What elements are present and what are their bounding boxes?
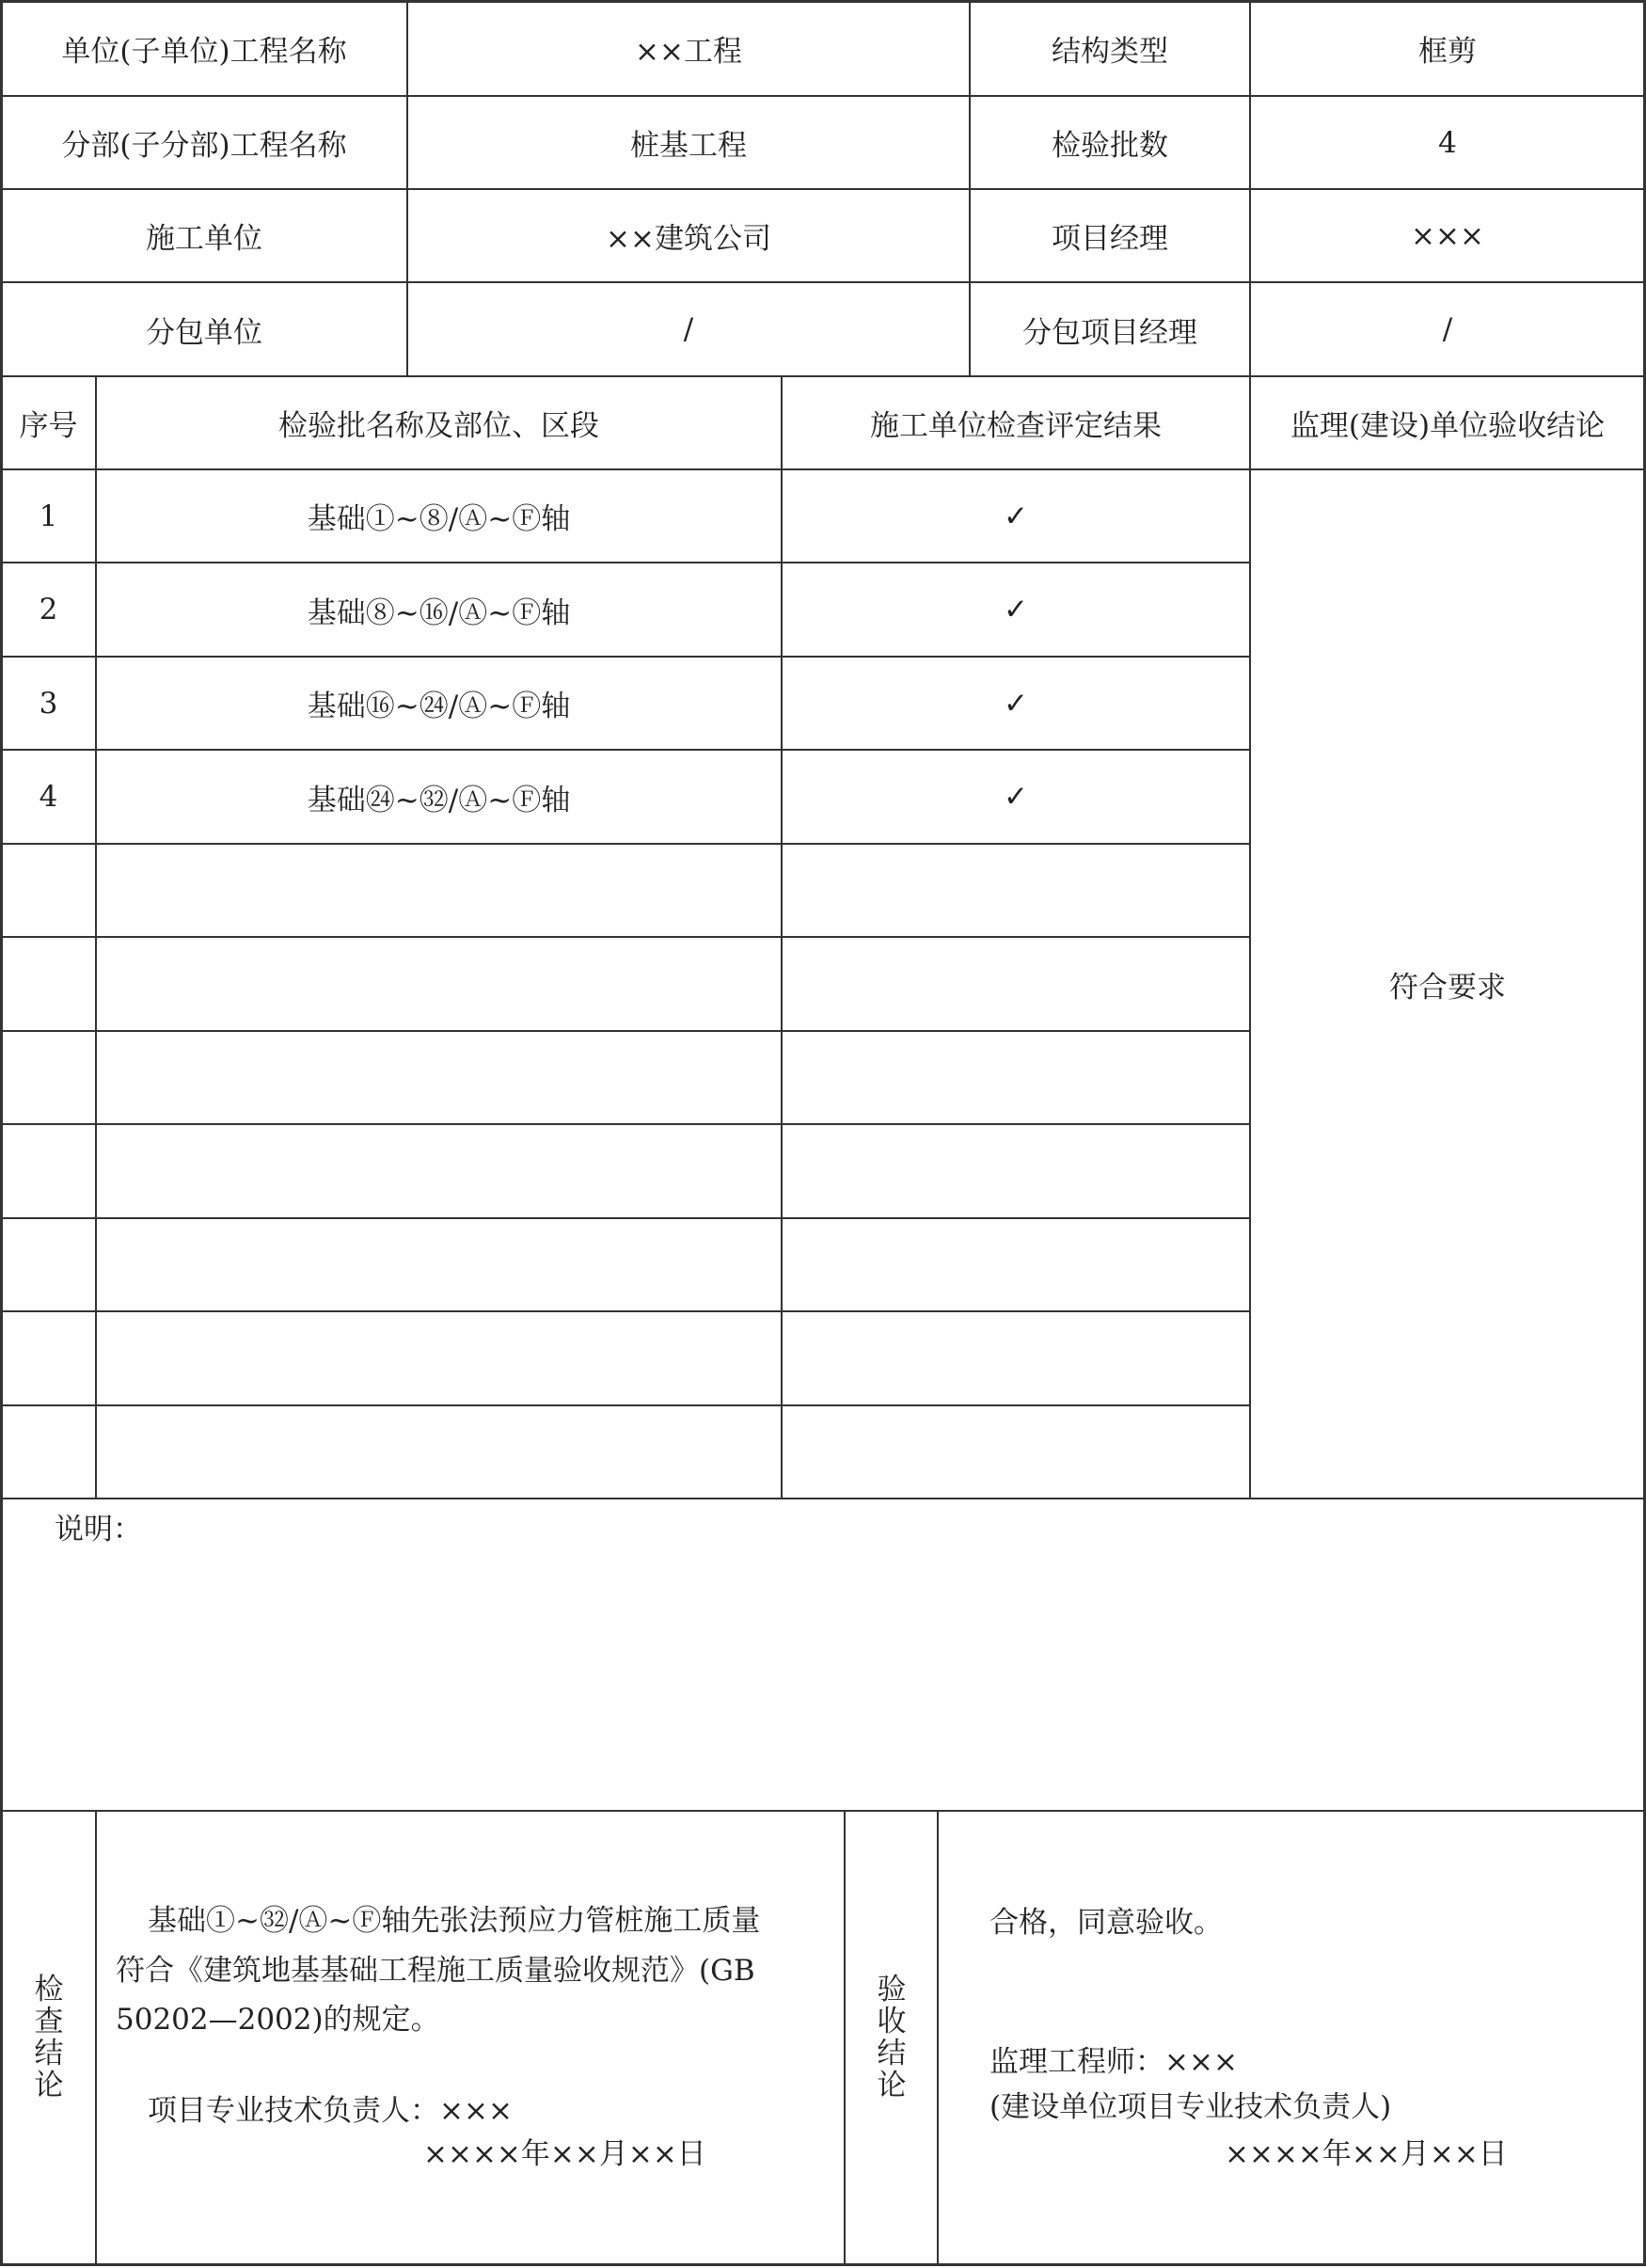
structure-type-label: 结构类型 bbox=[1052, 35, 1168, 69]
divider bbox=[0, 936, 1251, 938]
row-2-no: 2 bbox=[39, 593, 58, 626]
divider bbox=[937, 1811, 939, 2266]
check-conclusion-label: 检查结论 bbox=[34, 1973, 64, 2102]
check-text-line2: 符合《建筑地基基础工程施工质量验收规范》(GB bbox=[116, 1954, 755, 1988]
remarks-label: 说明： bbox=[55, 1513, 142, 1546]
column-header-no: 序号 bbox=[19, 409, 78, 443]
owner-representative: (建设单位项目专业技术负责人) bbox=[989, 2090, 1392, 2124]
divider bbox=[844, 1811, 846, 2266]
divider bbox=[95, 1811, 97, 2266]
divider bbox=[0, 1030, 1251, 1032]
column-header-supervision-conclusion: 监理(建设)单位验收结论 bbox=[1290, 409, 1606, 443]
batch-count-value: 4 bbox=[1438, 125, 1457, 160]
border-bottom bbox=[0, 2263, 1646, 2266]
project-manager-value: ××× bbox=[1411, 218, 1484, 253]
batch-count-label: 检验批数 bbox=[1052, 129, 1168, 163]
column-header-batch-name: 检验批名称及部位、区段 bbox=[278, 409, 599, 443]
divider bbox=[0, 1404, 1251, 1406]
contractor-label: 施工单位 bbox=[146, 222, 262, 256]
check-text-line1: 基础①~㉜/Ⓐ~Ⓕ轴先张法预应力管桩施工质量 bbox=[148, 1904, 761, 1938]
sub-manager-label: 分包项目经理 bbox=[1022, 315, 1197, 350]
row-1-no: 1 bbox=[39, 499, 58, 533]
acceptance-conclusion-label: 验收结论 bbox=[877, 1973, 907, 2102]
divider bbox=[0, 1810, 1646, 1812]
supervision-engineer: 监理工程师：××× bbox=[989, 2045, 1238, 2079]
division-project-label: 分部(子分部)工程名称 bbox=[61, 129, 347, 163]
column-header-contractor-result: 施工单位检查评定结果 bbox=[870, 409, 1162, 443]
row-1-check-icon: ✓ bbox=[1004, 499, 1028, 533]
acceptance-text: 合格，同意验收。 bbox=[989, 1906, 1223, 1940]
sub-manager-value: / bbox=[1442, 312, 1453, 346]
row-1-name: 基础①~⑧/Ⓐ~Ⓕ轴 bbox=[307, 502, 571, 536]
row-4-check-icon: ✓ bbox=[1004, 780, 1028, 814]
row-3-check-icon: ✓ bbox=[1004, 686, 1028, 721]
subcontractor-label: 分包单位 bbox=[146, 315, 262, 350]
divider bbox=[0, 1217, 1251, 1219]
row-3-no: 3 bbox=[39, 686, 58, 721]
supervision-conclusion: 符合要求 bbox=[1389, 970, 1506, 1005]
unit-project-value: ××工程 bbox=[635, 35, 742, 69]
contractor-value: ××建筑公司 bbox=[606, 222, 771, 256]
acceptance-date: ××××年××月××日 bbox=[1225, 2137, 1508, 2171]
row-4-name: 基础㉔~㉜/Ⓐ~Ⓕ轴 bbox=[307, 783, 571, 817]
row-3-name: 基础⑯~㉔/Ⓐ~Ⓕ轴 bbox=[307, 690, 571, 723]
row-2-name: 基础⑧~⑯/Ⓐ~Ⓕ轴 bbox=[307, 595, 571, 630]
check-date: ××××年××月××日 bbox=[423, 2137, 706, 2171]
row-2-check-icon: ✓ bbox=[1004, 593, 1028, 626]
structure-type-value: 框剪 bbox=[1418, 35, 1477, 69]
project-manager-label: 项目经理 bbox=[1052, 222, 1168, 256]
row-4-no: 4 bbox=[39, 780, 58, 814]
divider bbox=[0, 843, 1251, 845]
division-project-value: 桩基工程 bbox=[630, 129, 747, 163]
divider bbox=[0, 1498, 1646, 1499]
subcontractor-value: / bbox=[683, 312, 694, 346]
unit-project-label: 单位(子单位)工程名称 bbox=[61, 35, 347, 69]
divider bbox=[0, 1123, 1251, 1125]
divider bbox=[0, 1310, 1251, 1312]
check-text-line3: 50202—2002)的规定。 bbox=[116, 2003, 440, 2037]
check-signer: 项目专业技术负责人：××× bbox=[148, 2094, 513, 2128]
